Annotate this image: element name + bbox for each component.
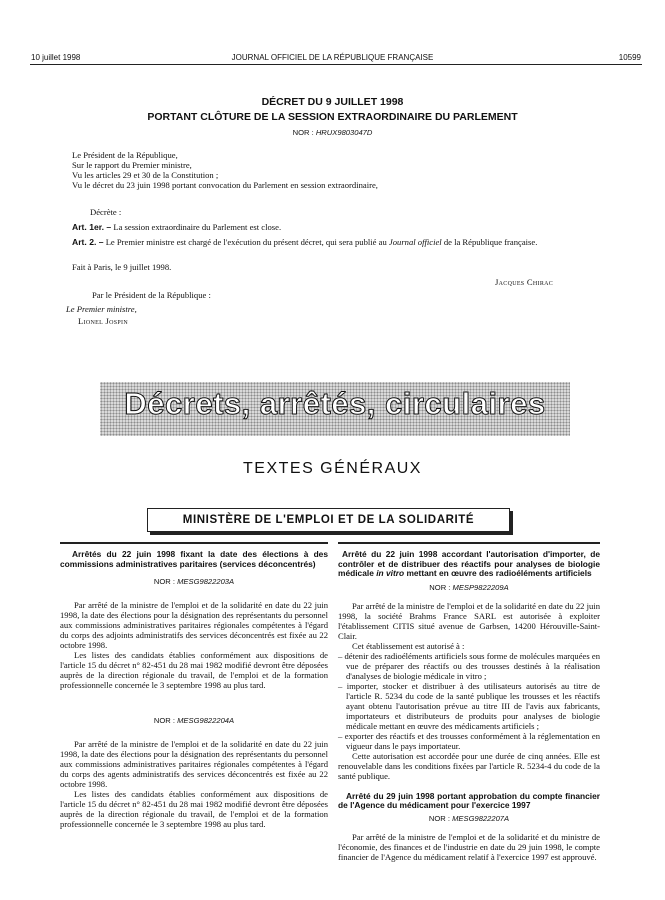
authorisation-list [338,651,600,751]
premier-ministre-title: Le Premier ministre, [66,304,137,314]
nor-code: MESG9822203A [177,577,235,586]
article-2-text-b: de la République française. [443,237,538,247]
nor-code: MESG9822207A [452,813,510,823]
right-article-title-2: Arrêté du 29 juin 1998 portant approbation du compte financier de l'Agence du médicament pour l'exercice 1997 [338,790,600,810]
left-article-title: Arrêtés du 22 juin 1998 fixant la date des élections à des commissions administratives paritaires (services déconcentrés) [60,549,328,569]
nor-label: NOR : [292,128,314,137]
right-column [338,550,600,862]
header-date: 10 juillet 1998 [31,53,81,62]
right-article-title [338,550,600,579]
article-1-label: Art. 1er. – [72,222,112,232]
article-2-journal: Journal officiel [388,237,442,247]
right-paragraphs-1 [338,601,600,781]
par-le-president: Par le Président de la République : [92,290,211,300]
premier-ministre-name: Lionel Jospin [78,316,128,326]
nor-code: MESG9822204A [177,716,235,725]
paragraph: Cette autorisation est accordée pour une durée de cinq années. Elle est renouvelable dans les conditions fixées par l'article R. 5234-4 du code de la santé publique. [338,750,600,781]
paragraph: Par arrêté de la ministre de l'emploi et de la solidarité et du ministre de l'économie, des finances et de l'industrie en date du 29 juin 1998, le compte financier de l'Agence du médicament relatif à l'exercice 1997 est approuvé. [338,831,600,862]
decret-visas [72,150,612,190]
section-banner-title: Décrets, arrêtés, circulaires [124,386,546,421]
decret-title-1: DÉCRET DU 9 JUILLET 1998 [261,96,404,108]
visa-line: Vu les articles 29 et 30 de la Constitution ; [72,170,219,180]
paragraph: Les listes des candidats établies conformément aux dispositions de l'article 15 du décret n° 82-451 du 28 mai 1982 modifié devront être déposées auprès de la direction régionale du travail, de l'emploi et de la formation professionnelle concernée le 3 septembre 1998 au plus tard. [60,650,328,690]
right-nor-2 [338,814,600,823]
article-1-text: La session extraordinaire du Parlement est close. [113,222,282,232]
list-item: – importer, stocker et distribuer à des utilisateurs autorisés au titre de l'article R. 5234 du code de la santé publique les trousses et les réactifs ayant obtenu l'autorisation prévue au titre III de l'avis aux fabricants, importateurs et distributeurs de produits pour analyses de biologie médicale mettant en œuvre des médicaments artificiels ; [338,680,600,731]
right-title-a: Arrêté du 22 juin 1998 accordant l'autorisation d'importer, de contrôler et de distribuer des réactifs pour analyses de biologie médicale [338,549,600,578]
paragraph: Les listes des candidats établies conformément aux dispositions de l'article 15 du décret n° 82-451 du 28 mai 1982 modifié devront être déposées auprès de la direction régionale du travail, de l'emploi et de la formation professionnelle concernée le 3 septembre 1998 au plus tard. [60,789,328,829]
nor-label: NOR : [429,582,451,592]
nor-label: NOR : [153,716,175,725]
visa-line: Vu le décret du 23 juin 1998 portant convocation du Parlement en session extraordinaire, [72,180,378,190]
paragraph: Par arrêté de la ministre de l'emploi et de la solidarité en date du 22 juin 1998, la société Brahms France SARL est autorisée à exploiter l'établissement CITIS situé avenue de Garbsen, 14200 Hérouville-Saint-Clair. [338,600,600,641]
left-column-rule [60,542,328,544]
list-item: – exporter des réactifs et des trousses conformément à la réglementation en vigueur dans le pays importateur. [338,730,600,751]
paragraph: Cet établissement est autorisé à : [352,640,465,651]
fait-a-paris: Fait à Paris, le 9 juillet 1998. [72,262,172,272]
right-nor-1 [338,583,600,592]
nor-code: HRUX9803047D [315,128,373,137]
left-column [60,550,328,829]
nor-label: NOR : [428,813,450,823]
visa-line: Sur le rapport du Premier ministre, [72,160,192,170]
left-nor-2 [60,716,328,725]
article-2 [57,237,597,247]
right-title-italic: in vitro [376,568,405,578]
ministry-box: MINISTÈRE DE L'EMPLOI ET DE LA SOLIDARITÉ [147,508,510,532]
nor-label: NOR : [153,577,175,586]
decret-title-2: PORTANT CLÔTURE DE LA SESSION EXTRAORDINAIRE DU PARLEMENT [147,111,518,123]
paragraph: Par arrêté de la ministre de l'emploi et de la solidarité en date du 22 juin 1998, la date des élections pour la désignation des représentants du personnel aux commissions administratives paritaires régionales compétentes à l'égard du corps des agents administratifs des services déconcentrés est fixée au 22 octobre 1998. [60,739,328,789]
paragraph: Par arrêté de la ministre de l'emploi et de la solidarité en date du 22 juin 1998, la date des élections pour la désignation des représentants du personnel aux commissions administratives paritaires régionales compétentes à l'égard du corps des adjoints administratifs des services déconcentrés est fixée au 22 octobre 1998. [60,600,328,650]
right-title-b: mettant en œuvre des radioéléments artificiels [406,568,592,578]
decrete: Décrète : [90,207,122,217]
nor-code: MESP9822209A [452,582,509,592]
decret-nor [0,128,665,137]
signature-president: Jacques Chirac [495,277,554,287]
list-item: – détenir des radioéléments artificiels sous forme de molécules marquées en vue de préparer des réactifs ou des trousses destinés à la réalisation d'analyses de biologie médicale in vitro ; [338,650,600,681]
left-paragraphs-1 [60,600,328,690]
visa-line: Le Président de la République, [72,150,178,160]
article-1 [72,222,597,232]
section-subtitle: TEXTES GÉNÉRAUX [243,460,422,477]
right-paragraphs-2 [338,832,600,862]
left-nor-1 [60,577,328,586]
article-2-text-a: Le Premier ministre est chargé de l'exécution du présent décret, qui sera publié au [105,237,387,247]
right-column-rule [338,542,600,544]
article-2-label: Art. 2. – [72,237,104,247]
header-page-number: 10599 [618,53,641,62]
header-journal-title: JOURNAL OFFICIEL DE LA RÉPUBLIQUE FRANÇAISE [231,53,434,62]
header-rule [30,64,642,65]
left-paragraphs-2 [60,739,328,829]
